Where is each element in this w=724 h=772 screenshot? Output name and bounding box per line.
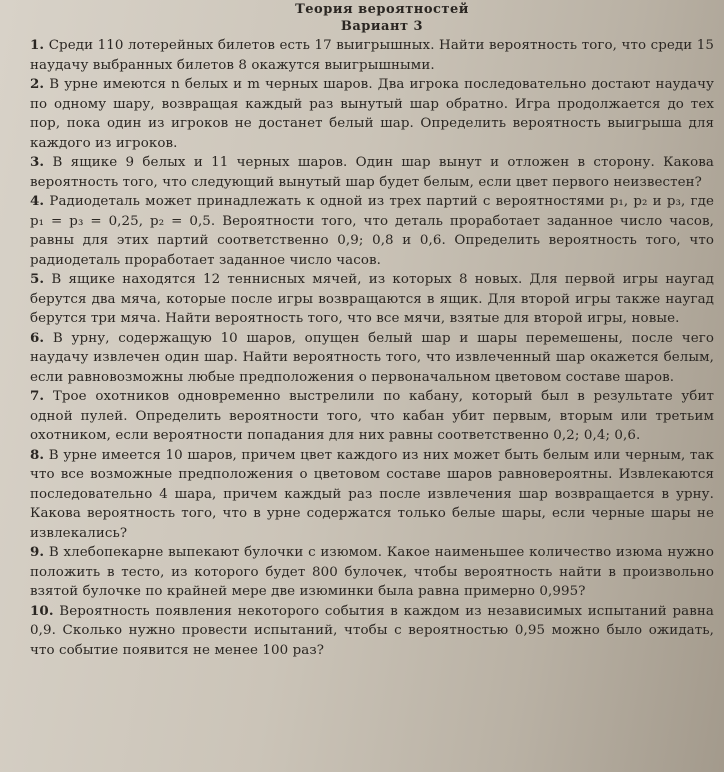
problem-text: В урне имеется 10 шаров, причем цвет каждого из них может быть белым или черным, так что все возможные предположения о цветовом составе шаров равновероятны. Извлекаются последовательно 4 шара, причем каждый раз после извлечения шар возвращается в урну. Какова вероятность того, что в урне содержатся только белые шары, если черные шары не извлекались?	[30, 447, 714, 541]
problem-6	[30, 329, 714, 388]
problem-text: В урну, содержащую 10 шаров, опущен белый шар и шары перемешены, после чего наудачу извлечен один шар. Найти вероятность того, что извлеченный шар окажется белым, если равновозможны любые предположения о первоначальном цветовом составе шаров.	[30, 330, 715, 385]
problem-text: В урне имеются n белых и m черных шаров. Два игрока последовательно достают наудачу по одному шару, возвращая каждый раз вынутый шар обратно. Игра продолжается до тех пор, пока один из игроков не достанет белый шар. Определить вероятность выигрыша для каждого из игроков.	[30, 77, 715, 151]
problem-number: 7.	[30, 388, 45, 404]
problem-text: В ящике находятся 12 теннисных мячей, из которых 8 новых. Для первой игры наугад берутся два мяча, которые после игры возвращаются в ящик. Для второй игры также наугад берутся три мяча. Найти вероятность того, что все мячи, взятые для второй игры, новые.	[30, 272, 714, 326]
problem-number: 2.	[30, 76, 45, 92]
problem-number: 6.	[30, 329, 45, 346]
problem-9	[30, 543, 714, 602]
problem-3	[30, 153, 714, 192]
problem-number: 5.	[30, 271, 45, 287]
problem-number: 9.	[30, 544, 45, 560]
problem-number: 8.	[30, 446, 45, 463]
problem-7	[30, 387, 714, 446]
problem-text: Вероятность появления некоторого события в каждом из независимых испытаний равна 0,9. Сколько нужно провести испытаний, чтобы с вероятностью 0,95 можно было ожидать, что событие появится не менее 100 раз?	[30, 603, 714, 658]
variant-label: Вариант 3	[340, 19, 424, 34]
problem-number: 1.	[30, 37, 45, 53]
problem-4	[30, 192, 714, 270]
document-title: Теория вероятностей	[295, 2, 469, 17]
problem-text: Радиодеталь может принадлежать к одной из трех партий с вероятностями p₁, p₂ и p₃, где p₁ = p₃ = 0,25, p₂ = 0,5. Вероятности того, что деталь проработает заданное число часов, равны для этих партий соответственно 0,9; 0,8 и 0,6. Определить вероятность того, что радиодеталь проработает заданное число часов.	[30, 194, 714, 268]
problem-2	[30, 75, 714, 153]
problem-text: Среди 110 лотерейных билетов есть 17 выигрышных. Найти вероятность того, что среди 15 наудачу выбранных билетов 8 окажутся выигрышными.	[30, 38, 715, 73]
problem-5	[30, 270, 714, 329]
document-header	[50, 2, 714, 34]
problem-1	[30, 36, 714, 75]
problem-10	[30, 602, 714, 661]
problem-text: В ящике 9 белых и 11 черных шаров. Один шар вынут и отложен в сторону. Какова вероятность того, что следующий вынутый шар будет белым, если цвет первого неизвестен?	[30, 155, 715, 190]
problem-text: Трое охотников одновременно выстрелили по кабану, который был в результате убит одной пулей. Определить вероятности того, что кабан убит первым, вторым или третьим охотником, если вероятности попадания для них равны соответственно 0,2; 0,4; 0,6.	[30, 389, 715, 443]
problem-number: 3.	[30, 154, 45, 170]
problem-8	[30, 446, 714, 544]
problem-number: 10.	[30, 602, 54, 619]
problem-number: 4.	[30, 193, 45, 209]
problem-text: В хлебопекарне выпекают булочки с изюмом. Какое наименьшее количество изюма нужно положить в тесто, из которого будет 800 булочек, чтобы вероятность найти в произвольно взятой булочке по крайней мере две изюминки была равна примерно 0,995?	[30, 545, 714, 599]
